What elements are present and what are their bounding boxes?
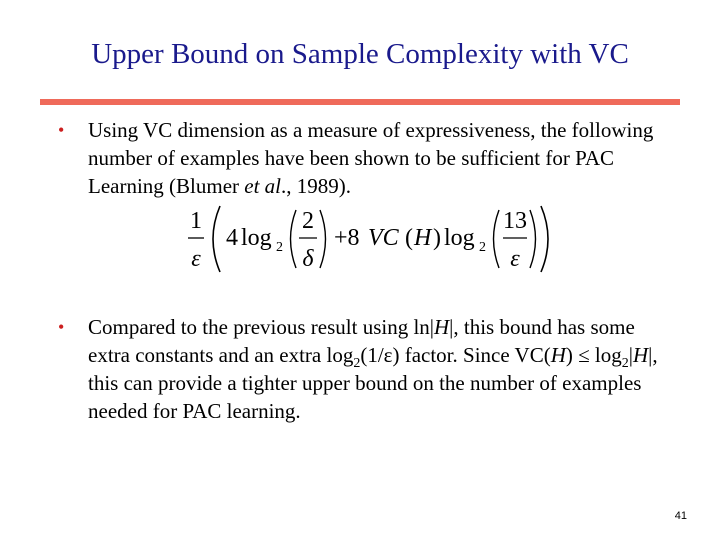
formula-vc: VC bbox=[368, 225, 399, 251]
formula-delta: δ bbox=[302, 246, 314, 272]
bullet-marker: • bbox=[58, 120, 65, 140]
bullet-item-vc-bound bbox=[58, 116, 678, 200]
formula-epsilon-2: ε bbox=[510, 246, 520, 272]
bullet-text: Using VC dimension as a measure of expressiveness, the following number of examples have been shown to be sufficient for PAC Learning (Blumer et al., 1989). bbox=[88, 118, 654, 198]
slide-title: Upper Bound on Sample Complexity with VC bbox=[91, 38, 629, 70]
page-number: 41 bbox=[674, 510, 687, 522]
formula-log-base: 2 bbox=[276, 240, 283, 255]
formula-log-2: log bbox=[444, 225, 475, 251]
formula-four: 4 bbox=[226, 225, 238, 251]
formula-two: 2 bbox=[302, 208, 314, 234]
bullet-text-2: Compared to the previous result using ln|H|, this bound has some extra constants and an extra $\log_2(1/\varepsilon)$ factor. Since $VC(H) \le \log_2|H|$, this can provide a tighter upper bound on the number of examples needed for PAC learning. bbox=[88, 315, 658, 423]
formula-plus-eight: +8 bbox=[334, 225, 360, 251]
svg-text:): ) bbox=[433, 225, 441, 251]
formula-one: 1 bbox=[190, 208, 202, 234]
formula-log-base-2: 2 bbox=[479, 240, 486, 255]
formula-h: H bbox=[414, 225, 432, 251]
bullet-item-comparison bbox=[58, 313, 678, 425]
svg-text:(: ( bbox=[405, 225, 413, 251]
formula-epsilon: ε bbox=[191, 246, 201, 272]
bullet-marker-2: • bbox=[58, 317, 65, 337]
sample-complexity-formula bbox=[186, 198, 556, 280]
formula-log: log bbox=[241, 225, 272, 251]
formula-thirteen: 13 bbox=[503, 208, 527, 234]
title-divider bbox=[40, 99, 680, 105]
